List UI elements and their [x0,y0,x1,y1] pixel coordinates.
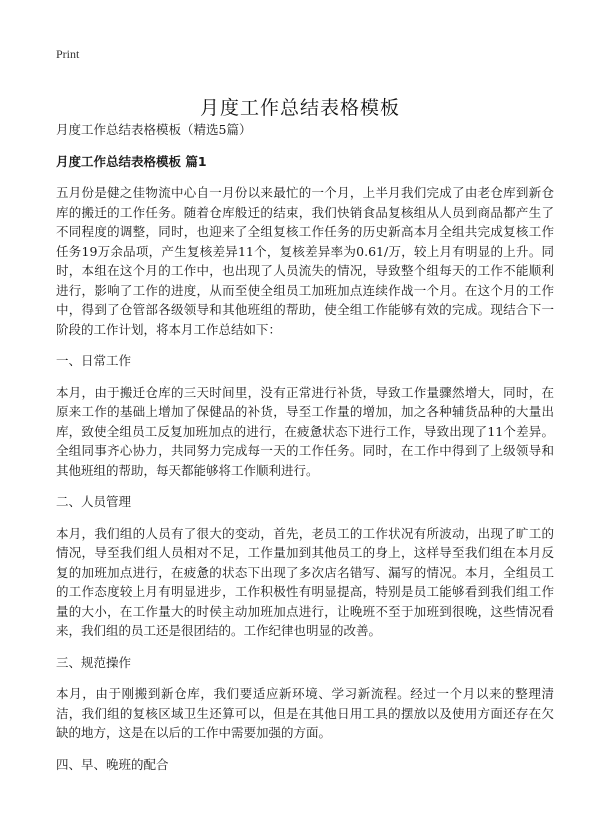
section-body-standard-operation: 本月，由于刚搬到新仓库，我们要适应新环境、学习新流程。经过一个月以来的整理清洁，我们组的复核区域卫生还算可以，但是在其他日用工具的摆放以及使用方面还存在欠缺的地方，这是在以后的工作中需要加强的方面。 [56,686,554,740]
article-heading: 月度工作总结表格模板 篇1 [56,153,207,169]
section-body-staff-management: 本月，我们组的人员有了很大的变动，首先，老员工的工作状况有所波动，出现了旷工的情况，导至我们组人员相对不足，工作量加到其他员工的身上，这样导至我们组在本月反复的加班加点进行，在疲惫的状态下出现了多次店名错写、漏写的情况。本月，全组员工的工作态度较上月有明显进步，工作积极性有明显提高，特别是员工能够看到我们组工作量的大小，在工作量大的时侯主动加班加点进行，让晚班不至于加班到很晚，这些情况看来，我们组的员工还是很团结的。工作纪律也明显的改善。 [56,525,554,638]
page-title: 月度工作总结表格模板 [199,96,400,119]
print-label[interactable]: Print [56,47,80,61]
section-heading-standard-operation: 三、规范操作 [56,654,132,670]
section-heading-shift-coordination: 四、早、晚班的配合 [56,756,169,772]
document-subtitle: 月度工作总结表格模板（精选5篇） [56,122,252,137]
intro-paragraph: 五月份是健之佳物流中心自一月份以来最忙的一个月，上半月我们完成了由老仓库到新仓库的搬迁的工作任务。随着仓库般迁的结束，我们快销食品复核组从人员到商品都产生了不同程度的调整，同时，也迎来了全组复核工作任务的历史新高本月全组共完成复核工作任务19万余品项，产生复核差异11个，复核差异率为0.61/万，较上月有明显的上升。同时，本组在这个月的工作中，也出现了人员流失的情况，导致整个组每天的工作不能顺利进行，影响了工作的进度，从而至使全组员工加班加点连续作战一个月。在这个月的工作中，得到了仓管部各级领导和其他班组的帮助，使全组工作能够有效的完成。现结合下一阶段的工作计划，将本月工作总结如下： [56,185,554,337]
section-body-daily-work: 本月，由于搬迁仓库的三天时间里，没有正常进行补货，导致工作量骤然增大，同时，在原来工作的基础上增加了保健品的补货，导至工作量的增加，加之各种辅货品种的大量出库，致使全组员工反复加班加点的进行，在疲惫状态下进行工作，导致出现了11个差异。全组同事齐心协力，共同努力完成每一天的工作任务。同时，在工作中得到了上级领导和其他班组的帮助，每天都能够将工作顺利进行。 [56,384,554,478]
section-heading-staff-management: 二、人员管理 [56,494,132,509]
document-body [56,120,554,786]
section-heading-daily-work: 一、日常工作 [56,353,132,368]
